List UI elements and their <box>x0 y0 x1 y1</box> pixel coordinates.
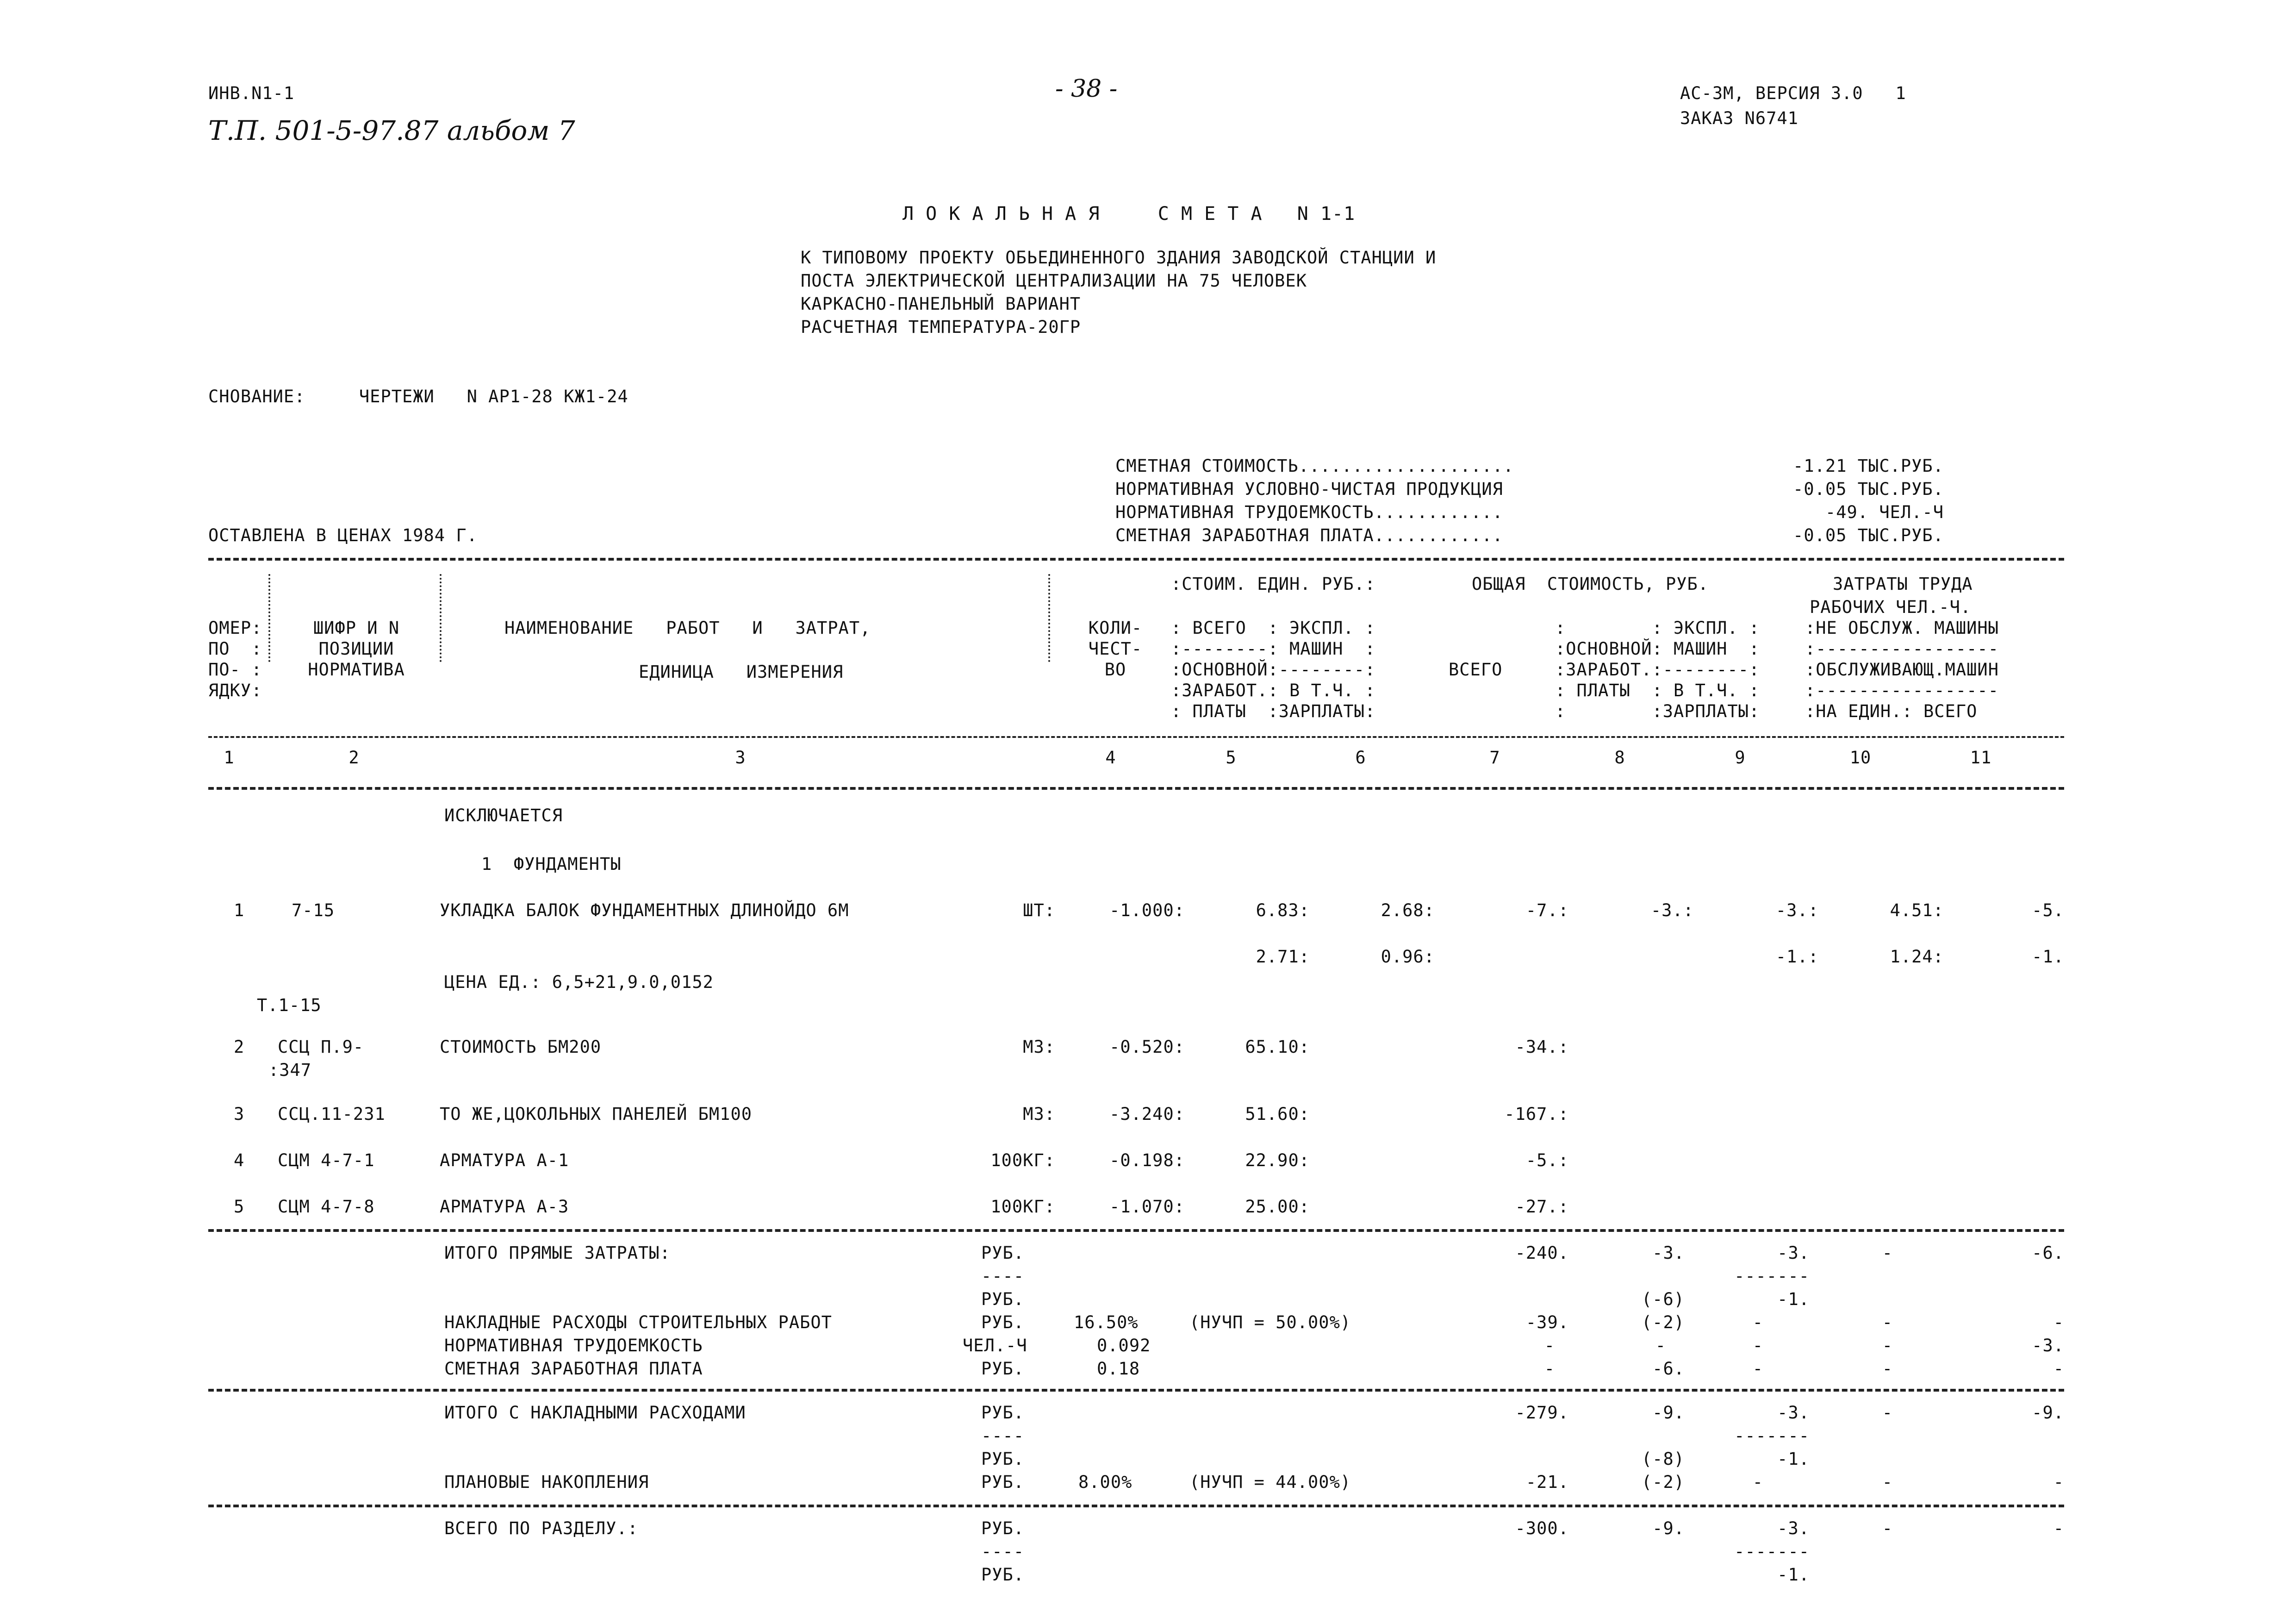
col-number-3: 3 <box>735 748 746 768</box>
row-1-c9: -3.: <box>1775 900 1819 920</box>
col-number-5: 5 <box>1226 748 1237 768</box>
wage-value: 0.18 <box>1097 1359 1140 1379</box>
overhead-note: (НУЧП = 50.00%) <box>1189 1312 1351 1332</box>
row-3-unit: М3: <box>1023 1104 1055 1124</box>
labor-norm-c10: - <box>1882 1336 1893 1355</box>
header-code-3: НОРМАТИВА <box>308 660 405 680</box>
row-1-c7: -7.: <box>1525 900 1569 920</box>
row-1-name: УКЛАДКА БАЛОК ФУНДАМЕНТНЫХ ДЛИНОЙДО 6М <box>440 900 849 920</box>
header-labor-6: :----------------- <box>1805 681 1999 700</box>
section-total-c7: -300. <box>1515 1518 1569 1538</box>
row-5-code: СЦМ 4-7-8 <box>278 1197 375 1217</box>
header-qty-2: ЧЕСТ- <box>1088 639 1143 659</box>
row-1-c5: 6.83: <box>1256 900 1310 920</box>
row-2-code-cont: :347 <box>268 1060 312 1080</box>
wage-c9: - <box>1752 1359 1763 1379</box>
row-2-name: СТОИМОСТЬ БМ200 <box>440 1037 602 1057</box>
planned-c9: - <box>1752 1472 1763 1492</box>
overhead-bottom-rule <box>208 1389 2064 1392</box>
with-overhead-c9-sub: -1. <box>1777 1449 1810 1469</box>
row-1-sub-c5: 2.71: <box>1256 947 1310 967</box>
planned-c11: - <box>2053 1472 2064 1492</box>
row-4-qty: -0.198: <box>1109 1150 1185 1170</box>
with-overhead-unit-2: РУБ. <box>981 1449 1025 1469</box>
row-2-c5: 65.10: <box>1245 1037 1310 1057</box>
with-overhead-c9-rule: ------- <box>1734 1426 1810 1446</box>
col-divider <box>440 574 442 662</box>
total-direct-unit-2: РУБ. <box>981 1289 1025 1309</box>
row-1-price-note: ЦЕНА ЕД.: 6,5+21,9.0,0152 <box>444 972 714 992</box>
header-labor-5: :ОБСЛУЖИВАЮЩ.МАШИН <box>1805 660 1999 680</box>
row-1-sub-c11: -1. <box>2032 947 2064 967</box>
row-1-sub-c10: 1.24: <box>1890 947 1944 967</box>
header-qty-1: КОЛИ- <box>1088 618 1143 638</box>
wage-c10: - <box>1882 1359 1893 1379</box>
handwritten-album-note: Т.П. 501-5-97.87 альбом 7 <box>208 115 575 146</box>
header-total-row-1: : : ЭКСПЛ. : <box>1555 618 1760 638</box>
header-total-row-5: : :ЗАРПЛАТЫ: <box>1555 701 1760 721</box>
col-number-9: 9 <box>1735 748 1746 768</box>
wage-c8: -6. <box>1652 1359 1685 1379</box>
with-overhead-c9: -3. <box>1777 1403 1810 1423</box>
labor-norm-c7: - <box>1544 1336 1555 1355</box>
col-number-1: 1 <box>224 748 235 768</box>
row-1-c8: -3.: <box>1650 900 1694 920</box>
header-unit-cost-row-3: :ОСНОВНОЙ:--------: <box>1171 660 1376 680</box>
basis-line: СНОВАНИЕ: ЧЕРТЕЖИ N АР1-28 КЖ1-24 <box>208 387 628 406</box>
header-rule <box>208 736 2064 738</box>
overhead-c10: - <box>1882 1312 1893 1332</box>
wage-unit: РУБ. <box>981 1359 1025 1379</box>
row-5-qty: -1.070: <box>1109 1197 1185 1217</box>
total-direct-unit: РУБ. <box>981 1243 1025 1263</box>
header-num-2: ПО : <box>208 639 262 659</box>
total-direct-c7: -240. <box>1515 1243 1569 1263</box>
col-number-8: 8 <box>1614 748 1625 768</box>
col-divider <box>268 574 270 662</box>
col-number-10: 10 <box>1849 748 1872 768</box>
col-number-6: 6 <box>1355 748 1366 768</box>
planned-pct: 8.00% <box>1078 1472 1132 1492</box>
labor-norm-c11: -3. <box>2032 1336 2064 1355</box>
with-overhead-c8: -9. <box>1652 1403 1685 1423</box>
header-total-row-3: :ЗАРАБОТ.:--------: <box>1555 660 1760 680</box>
header-unit-cost-row-1: : ВСЕГО : ЭКСПЛ. : <box>1171 618 1376 638</box>
col-divider <box>1048 574 1050 662</box>
section-total-c9-rule: ------- <box>1734 1542 1810 1562</box>
section-total-label: ВСЕГО ПО РАЗДЕЛУ.: <box>444 1518 638 1538</box>
overhead-unit: РУБ. <box>981 1312 1025 1332</box>
with-overhead-label: ИТОГО С НАКЛАДНЫМИ РАСХОДАМИ <box>444 1403 746 1423</box>
row-1-number: 1 <box>234 900 245 920</box>
row-5-name: АРМАТУРА А-3 <box>440 1197 569 1217</box>
row-4-name: АРМАТУРА А-1 <box>440 1150 569 1170</box>
total-direct-label: ИТОГО ПРЯМЫЕ ЗАТРАТЫ: <box>444 1243 671 1263</box>
overhead-c8: (-2) <box>1641 1312 1685 1332</box>
overhead-c9: - <box>1752 1312 1763 1332</box>
total-direct-c9-sub: -1. <box>1777 1289 1810 1309</box>
header-labor-4: :----------------- <box>1805 639 1999 659</box>
col-number-4: 4 <box>1105 748 1116 768</box>
planned-c10: - <box>1882 1472 1893 1492</box>
row-1-table-ref: Т.1-15 <box>257 995 322 1015</box>
title-line-1: К ТИПОВОМУ ПРОЕКТУ ОБЬЕДИНЕННОГО ЗДАНИЯ ЗАВОДСКОЙ СТАНЦИИ И <box>801 248 1437 268</box>
title-line-2: ПОСТА ЭЛЕКТРИЧЕСКОЙ ЦЕНТРАЛИЗАЦИИ НА 75 ЧЕЛОВЕК <box>801 271 1307 291</box>
table-top-rule <box>208 558 2064 561</box>
summary-value-1: -1.21 ТЫС.РУБ. <box>1793 456 1944 476</box>
total-direct-c9: -3. <box>1777 1243 1810 1263</box>
section-total-c9-sub: -1. <box>1777 1565 1810 1585</box>
rows-bottom-rule <box>208 1229 2064 1232</box>
overhead-label: НАКЛАДНЫЕ РАСХОДЫ СТРОИТЕЛЬНЫХ РАБОТ <box>444 1312 832 1332</box>
summary-value-4: -0.05 ТЫС.РУБ. <box>1793 525 1944 545</box>
document-title: Л О К А Л Ь Н А Я С М Е Т А N 1-1 <box>902 203 1356 225</box>
labor-norm-unit: ЧЕЛ.-Ч <box>963 1336 1027 1355</box>
header-num-1: ОМЕР: <box>208 618 262 638</box>
section-total-unit: РУБ. <box>981 1518 1025 1538</box>
labor-norm-label: НОРМАТИВНАЯ ТРУДОЕМКОСТЬ <box>444 1336 703 1355</box>
header-labor-3: :НЕ ОБСЛУЖ. МАШИНЫ <box>1805 618 1999 638</box>
row-5-number: 5 <box>234 1197 245 1217</box>
row-3-code: ССЦ.11-231 <box>278 1104 386 1124</box>
summary-label-1: СМЕТНАЯ СТОИМОСТЬ.................... <box>1115 456 1514 476</box>
total-direct-c10: - <box>1882 1243 1893 1263</box>
section-title: 1 ФУНДАМЕНТЫ <box>481 854 622 874</box>
header-total-all: ВСЕГО <box>1449 660 1503 680</box>
row-4-c5: 22.90: <box>1245 1150 1310 1170</box>
header-unit-cost-row-5: : ПЛАТЫ :ЗАРПЛАТЫ: <box>1171 701 1376 721</box>
planned-unit: РУБ. <box>981 1472 1025 1492</box>
planned-bottom-rule <box>208 1505 2064 1507</box>
row-3-name: ТО ЖЕ,ЦОКОЛЬНЫХ ПАНЕЛЕЙ БМ100 <box>440 1104 753 1124</box>
labor-norm-c8: - <box>1655 1336 1666 1355</box>
total-direct-c9-rule: ------- <box>1734 1266 1810 1286</box>
section-total-unit-rule: ---- <box>981 1542 1025 1562</box>
summary-label-3: НОРМАТИВНАЯ ТРУДОЕМКОСТЬ............ <box>1115 502 1503 522</box>
row-1-code: 7-15 <box>292 900 335 920</box>
row-4-unit: 100КГ: <box>990 1150 1055 1170</box>
title-line-4: РАСЧЕТНАЯ ТЕМПЕРАТУРА-20ГР <box>801 317 1081 337</box>
header-labor-1: ЗАТРАТЫ ТРУДА <box>1833 574 1973 594</box>
header-code-2: ПОЗИЦИИ <box>318 639 394 659</box>
header-num-3: ПО- : <box>208 660 262 680</box>
header-unit: ЕДИНИЦА ИЗМЕРЕНИЯ <box>639 662 844 682</box>
col-number-2: 2 <box>348 748 360 768</box>
row-5-unit: 100КГ: <box>990 1197 1055 1217</box>
row-3-qty: -3.240: <box>1109 1104 1185 1124</box>
section-total-unit-2: РУБ. <box>981 1565 1025 1585</box>
header-bottom-rule <box>208 787 2064 790</box>
page-number: - 38 - <box>1055 75 1118 103</box>
planned-c8: (-2) <box>1641 1472 1685 1492</box>
row-2-unit: М3: <box>1023 1037 1055 1057</box>
wage-label: СМЕТНАЯ ЗАРАБОТНАЯ ПЛАТА <box>444 1359 703 1379</box>
summary-label-4: СМЕТНАЯ ЗАРАБОТНАЯ ПЛАТА............ <box>1115 525 1503 545</box>
header-name: НАИМЕНОВАНИЕ РАБОТ И ЗАТРАТ, <box>504 618 871 638</box>
row-5-c7: -27.: <box>1515 1197 1569 1217</box>
col-number-11: 11 <box>1970 748 1992 768</box>
section-total-c9: -3. <box>1777 1518 1810 1538</box>
total-direct-c11: -6. <box>2032 1243 2064 1263</box>
with-overhead-unit-rule: ---- <box>981 1426 1025 1446</box>
with-overhead-unit: РУБ. <box>981 1403 1025 1423</box>
section-excluded: ИСКЛЮЧАЕТСЯ <box>444 806 563 825</box>
row-1-sub-c9: -1.: <box>1775 947 1819 967</box>
row-2-number: 2 <box>234 1037 245 1057</box>
header-labor-2: РАБОЧИХ ЧЕЛ.-Ч. <box>1810 597 1972 617</box>
header-num-4: ЯДКУ: <box>208 681 262 700</box>
header-qty-3: ВО <box>1104 660 1126 680</box>
row-5-c5: 25.00: <box>1245 1197 1310 1217</box>
wage-c11: - <box>2053 1359 2064 1379</box>
header-unit-cost: :СТОИМ. ЕДИН. РУБ.: <box>1171 574 1376 594</box>
inventory-number: ИНВ.N1-1 <box>208 83 295 103</box>
summary-value-2: -0.05 ТЫС.РУБ. <box>1793 479 1944 499</box>
header-labor-7: :НА ЕДИН.: ВСЕГО <box>1805 701 1978 721</box>
prices-year: ОСТАВЛЕНА В ЦЕНАХ 1984 Г. <box>208 525 478 545</box>
row-4-c7: -5.: <box>1525 1150 1569 1170</box>
section-total-c11: - <box>2053 1518 2064 1538</box>
row-3-number: 3 <box>234 1104 245 1124</box>
with-overhead-c8-paren: (-8) <box>1641 1449 1685 1469</box>
program-version: АС-3М, ВЕРСИЯ 3.0 1 <box>1680 83 1906 103</box>
row-1-sub-c6: 0.96: <box>1381 947 1435 967</box>
row-1-c11: -5. <box>2032 900 2064 920</box>
section-total-c10: - <box>1882 1518 1893 1538</box>
planned-label: ПЛАНОВЫЕ НАКОПЛЕНИЯ <box>444 1472 649 1492</box>
overhead-c7: -39. <box>1525 1312 1569 1332</box>
summary-label-2: НОРМАТИВНАЯ УСЛОВНО-ЧИСТАЯ ПРОДУКЦИЯ <box>1115 479 1503 499</box>
row-4-code: СЦМ 4-7-1 <box>278 1150 375 1170</box>
total-direct-c8: -3. <box>1652 1243 1685 1263</box>
planned-c7: -21. <box>1525 1472 1569 1492</box>
row-1-unit: ШТ: <box>1023 900 1055 920</box>
summary-value-3: -49. ЧЕЛ.-Ч <box>1825 502 1944 522</box>
labor-norm-c9: - <box>1752 1336 1763 1355</box>
row-3-c7: -167.: <box>1504 1104 1569 1124</box>
overhead-c8-paren: (-6) <box>1641 1289 1685 1309</box>
row-2-qty: -0.520: <box>1109 1037 1185 1057</box>
col-number-7: 7 <box>1489 748 1500 768</box>
total-direct-unit-rule: ---- <box>981 1266 1025 1286</box>
row-2-c7: -34.: <box>1515 1037 1569 1057</box>
planned-note: (НУЧП = 44.00%) <box>1189 1472 1351 1492</box>
order-number: ЗАКАЗ N6741 <box>1680 108 1799 128</box>
row-1-c10: 4.51: <box>1890 900 1944 920</box>
header-code-1: ШИФР И N <box>313 618 400 638</box>
row-4-number: 4 <box>234 1150 245 1170</box>
header-unit-cost-row-4: :ЗАРАБОТ.: В Т.Ч. : <box>1171 681 1376 700</box>
title-line-3: КАРКАСНО-ПАНЕЛЬНЫЙ ВАРИАНТ <box>801 294 1081 314</box>
row-3-c5: 51.60: <box>1245 1104 1310 1124</box>
row-1-c6: 2.68: <box>1381 900 1435 920</box>
header-total-row-2: :ОСНОВНОЙ: МАШИН : <box>1555 639 1760 659</box>
with-overhead-c11: -9. <box>2032 1403 2064 1423</box>
row-2-code: ССЦ П.9- <box>278 1037 364 1057</box>
with-overhead-c10: - <box>1882 1403 1893 1423</box>
row-1-qty: -1.000: <box>1109 900 1185 920</box>
header-total-cost: ОБЩАЯ СТОИМОСТЬ, РУБ. <box>1472 574 1709 594</box>
header-unit-cost-row-2: :--------: МАШИН : <box>1171 639 1376 659</box>
section-total-c8: -9. <box>1652 1518 1685 1538</box>
overhead-pct: 16.50% <box>1074 1312 1139 1332</box>
overhead-c11: - <box>2053 1312 2064 1332</box>
labor-norm-value: 0.092 <box>1097 1336 1151 1355</box>
with-overhead-c7: -279. <box>1515 1403 1569 1423</box>
header-total-row-4: : ПЛАТЫ : В Т.Ч. : <box>1555 681 1760 700</box>
wage-c7: - <box>1544 1359 1555 1379</box>
